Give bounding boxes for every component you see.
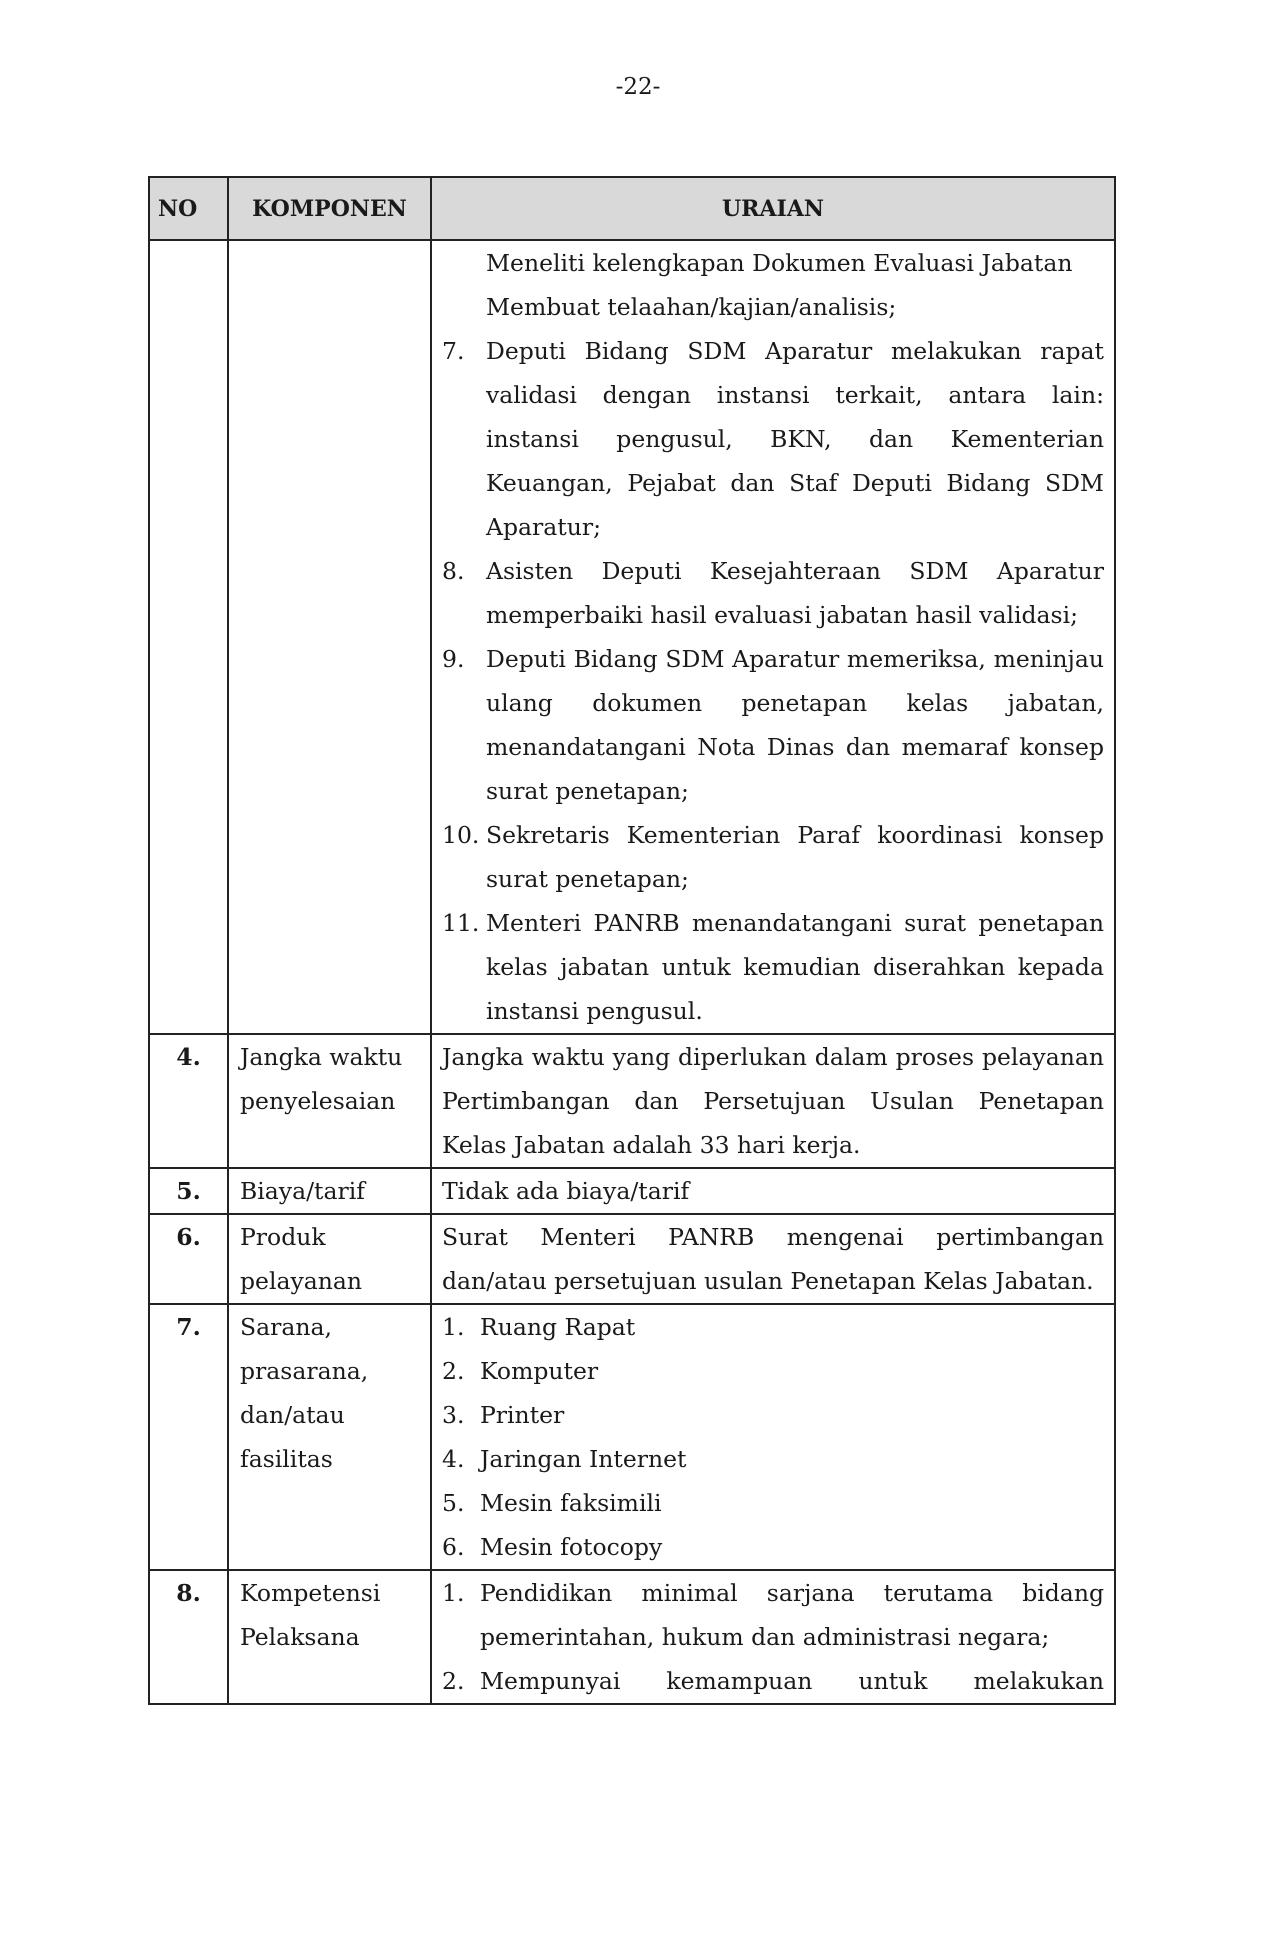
list-item xyxy=(442,1393,1104,1437)
procedure-list xyxy=(442,329,1104,1033)
list-item xyxy=(442,1571,1104,1659)
cell-komponen: Produk pelayanan xyxy=(228,1214,431,1304)
list-item-number: 6. xyxy=(442,1533,465,1561)
list-item-number: 8. xyxy=(442,557,465,585)
list-item-number: 4. xyxy=(442,1445,465,1473)
service-standard-table xyxy=(148,176,1116,1705)
table-row-continuation xyxy=(149,240,1115,1034)
list-item xyxy=(442,1481,1104,1525)
list-item-number: 7. xyxy=(442,337,465,365)
header-komponen: KOMPONEN xyxy=(228,177,431,240)
list-item-number: 2. xyxy=(442,1357,465,1385)
list-item xyxy=(442,1525,1104,1569)
list-item xyxy=(442,1659,1104,1703)
list-item-text: Deputi Bidang SDM Aparatur melakukan rapat validasi dengan instansi terkait, antara lain: instansi pengusul, BKN, dan Kementerian Keuangan, Pejabat dan Staf Deputi Bidang SDM Aparatur; xyxy=(486,337,1104,541)
list-item-text: Pendidikan minimal sarjana terutama bidang pemerintahan, hukum dan administrasi negara; xyxy=(480,1579,1104,1651)
cell-uraian: Jangka waktu yang diperlukan dalam proses pelayanan Pertimbangan dan Persetujuan Usulan Penetapan Kelas Jabatan adalah 33 hari kerja. xyxy=(431,1034,1115,1168)
facility-list xyxy=(442,1305,1104,1569)
list-item xyxy=(442,1437,1104,1481)
table-row xyxy=(149,1034,1115,1168)
list-item-number: 10. xyxy=(442,821,480,849)
table-row xyxy=(149,1168,1115,1214)
list-item-text: Ruang Rapat xyxy=(480,1313,636,1341)
header-no: NO xyxy=(149,177,228,240)
cell-uraian xyxy=(431,1570,1115,1704)
header-uraian: URAIAN xyxy=(431,177,1115,240)
cell-komponen: Jangka waktu penyelesaian xyxy=(228,1034,431,1168)
cell-no: 8. xyxy=(149,1570,228,1704)
list-item xyxy=(442,1349,1104,1393)
list-item-text: Sekretaris Kementerian Paraf koordinasi konsep surat penetapan; xyxy=(486,821,1104,893)
list-item-text: Mesin fotocopy xyxy=(480,1533,663,1561)
table-row xyxy=(149,1214,1115,1304)
list-item-text: Menteri PANRB menandatangani surat penetapan kelas jabatan untuk kemudian diserahkan kepada instansi pengusul. xyxy=(486,909,1104,1025)
list-item-number: 2. xyxy=(442,1667,465,1695)
cell-komponen: Kompetensi Pelaksana xyxy=(228,1570,431,1704)
list-item-text: Printer xyxy=(480,1401,565,1429)
list-item-text: Mempunyai kemampuan untuk melakukan xyxy=(480,1667,1104,1695)
list-item-text: Deputi Bidang SDM Aparatur memeriksa, meninjau ulang dokumen penetapan kelas jabatan, menandatangani Nota Dinas dan memaraf konsep surat penetapan; xyxy=(486,645,1104,805)
list-item-text: Komputer xyxy=(480,1357,599,1385)
list-item-number: 1. xyxy=(442,1579,465,1607)
cell-uraian xyxy=(431,240,1115,1034)
list-item xyxy=(442,637,1104,813)
list-item-number: 1. xyxy=(442,1313,465,1341)
list-item xyxy=(442,1305,1104,1349)
table-row xyxy=(149,1304,1115,1570)
list-item-number: 11. xyxy=(442,909,480,937)
list-item-text: Jaringan Internet xyxy=(480,1445,687,1473)
cell-no: 4. xyxy=(149,1034,228,1168)
cell-no xyxy=(149,240,228,1034)
continuation-line: Membuat telaahan/kajian/analisis; xyxy=(486,293,897,321)
list-item xyxy=(442,901,1104,1033)
cell-uraian xyxy=(431,1304,1115,1570)
continuation-line: Meneliti kelengkapan Dokumen Evaluasi Jabatan xyxy=(486,249,1073,277)
list-item-text: Mesin faksimili xyxy=(480,1489,662,1517)
cell-uraian: Surat Menteri PANRB mengenai pertimbangan dan/atau persetujuan usulan Penetapan Kelas Jabatan. xyxy=(431,1214,1115,1304)
list-item-text: Asisten Deputi Kesejahteraan SDM Aparatur memperbaiki hasil evaluasi jabatan hasil validasi; xyxy=(486,557,1104,629)
cell-no: 5. xyxy=(149,1168,228,1214)
cell-no: 6. xyxy=(149,1214,228,1304)
list-item xyxy=(442,813,1104,901)
cell-no: 7. xyxy=(149,1304,228,1570)
list-item xyxy=(442,549,1104,637)
table-row xyxy=(149,1570,1115,1704)
table-header-row xyxy=(149,177,1115,240)
cell-uraian: Tidak ada biaya/tarif xyxy=(431,1168,1115,1214)
cell-komponen xyxy=(228,240,431,1034)
list-item-number: 9. xyxy=(442,645,465,673)
page-number: -22- xyxy=(615,74,661,100)
list-item-number: 3. xyxy=(442,1401,465,1429)
list-item xyxy=(442,329,1104,549)
list-item-number: 5. xyxy=(442,1489,465,1517)
cell-komponen: Biaya/tarif xyxy=(228,1168,431,1214)
cell-komponen: Sarana, prasarana, dan/atau fasilitas xyxy=(228,1304,431,1570)
competence-list xyxy=(442,1571,1104,1703)
